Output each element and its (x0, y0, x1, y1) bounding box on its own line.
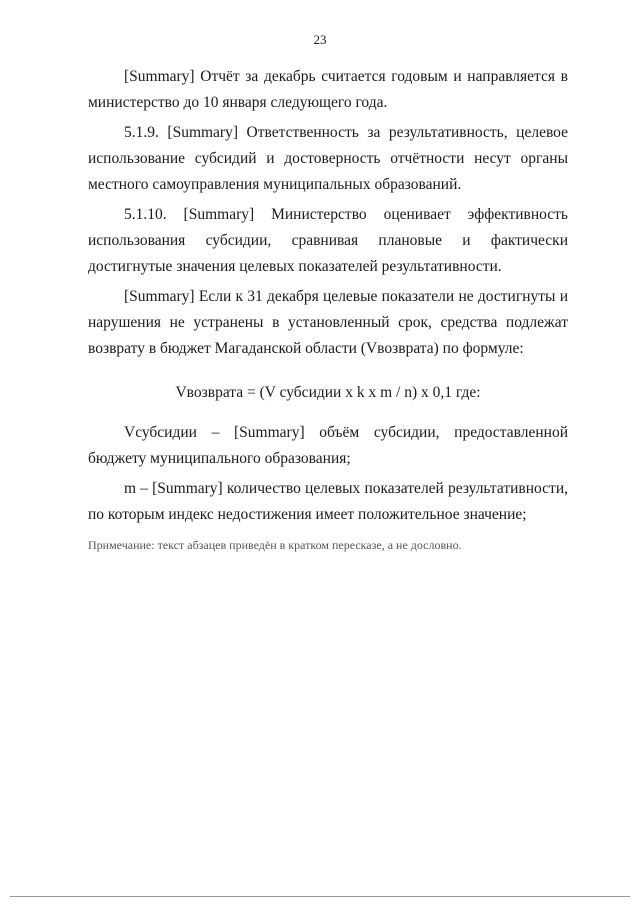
paragraph-annual-report: [Summary] Отчёт за декабрь считается годовым и направляется в министерство до 10 января следующего года. (88, 68, 568, 111)
refund-formula: Vвозврата = (V субсидии x k x m / n) x 0,1 где: (175, 384, 481, 401)
paragraph-refund-conditions: [Summary] Если к 31 декабря целевые показатели не достигнуты и нарушения не устранены в установленный срок, средства подлежат возврату в бюджет Магаданской области (Vвозврата) по формуле: (88, 288, 568, 357)
summary-note: Примечание: текст абзацев приведён в кратком пересказе, а не дословно. (88, 538, 462, 552)
page-number: 23 (313, 32, 327, 47)
definition-m: m – [Summary] количество целевых показателей результативности, по которым индекс недостижения имеет положительное значение; (88, 480, 568, 523)
document-body (88, 64, 568, 562)
footer-rule (10, 896, 630, 897)
paragraph-5-1-9: 5.1.9. [Summary] Ответственность за результативность, целевое использование субсидий и достоверность отчётности несут органы местного самоуправления муниципальных образований. (88, 124, 568, 193)
definition-v-subsidy: Vсубсидии – [Summary] объём субсидии, предоставленной бюджету муниципального образования; (88, 424, 568, 467)
paragraph-5-1-10: 5.1.10. [Summary] Министерство оценивает эффективность использования субсидии, сравнивая плановые и фактически достигнутые значения целевых показателей результативности. (88, 206, 568, 275)
